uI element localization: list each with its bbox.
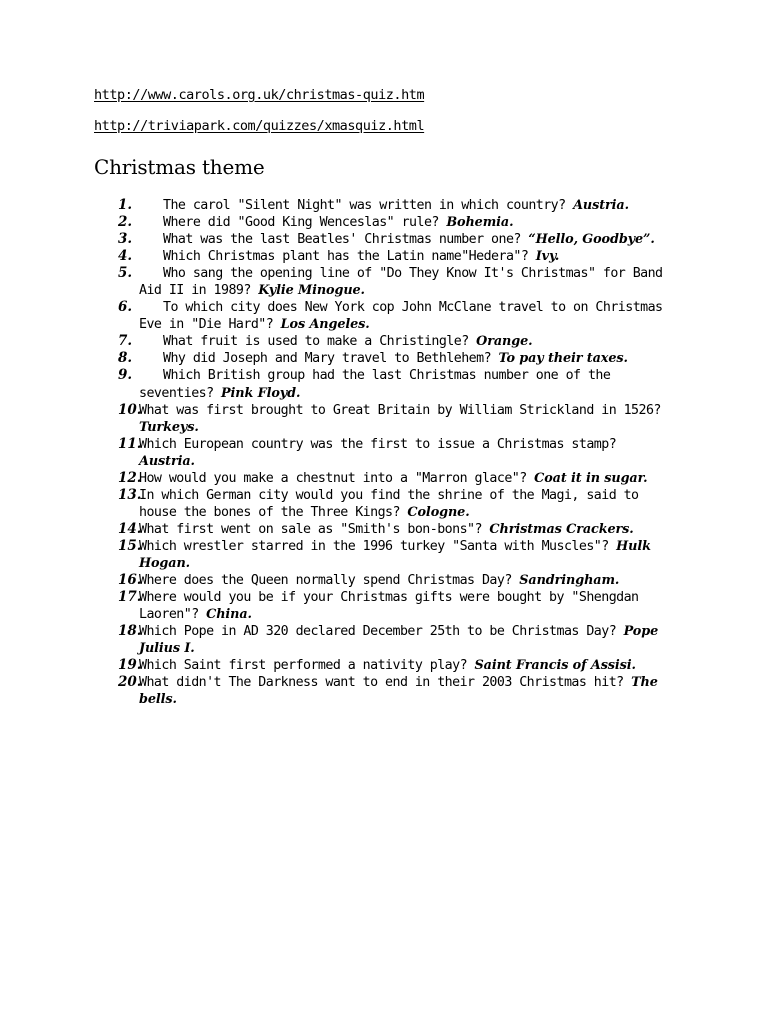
question-answer: Sandringham. <box>519 573 620 589</box>
question-number: 17. <box>118 589 142 606</box>
question-text: Who sang the opening line of "Do They Know It's Christmas" for Band Aid II in 1989? <box>139 266 663 299</box>
question-answer: Austria. <box>573 198 629 213</box>
question-answer: Hulk Hogan. <box>139 538 651 571</box>
question-text: Which Christmas plant has the Latin name"Hedera"? <box>163 249 536 265</box>
question-number: 6. <box>118 299 133 316</box>
question-answer: Saint Francis of Assisi. <box>474 658 636 674</box>
quiz-question <box>118 265 678 299</box>
quiz-question <box>118 350 678 367</box>
quiz-question <box>118 521 678 538</box>
quiz-question <box>118 657 678 674</box>
question-answer: Coat it in sugar. <box>534 470 648 486</box>
quiz-question <box>118 214 678 231</box>
quiz-question <box>118 299 678 333</box>
carols-quiz-link[interactable]: http://www.carols.org.uk/christmas-quiz.htm <box>94 87 425 103</box>
quiz-question <box>118 470 678 487</box>
question-number: 5. <box>118 265 133 282</box>
question-number: 20. <box>118 674 142 691</box>
question-answer: To pay their taxes. <box>498 351 628 367</box>
question-answer: Ivy. <box>535 249 560 265</box>
question-text: Which European country was the first to issue a Christmas stamp? <box>139 436 617 452</box>
question-number: 7. <box>118 333 133 350</box>
question-answer: The bells. <box>139 675 658 708</box>
question-text: In which German city would you find the shrine of the Magi, said to house the bones of the Three Kings? <box>139 487 639 520</box>
quiz-question <box>118 333 678 350</box>
question-number: 8. <box>118 350 133 367</box>
question-number: 19. <box>118 657 142 674</box>
question-answer: “Hello, Goodbye”. <box>528 232 655 248</box>
quiz-question <box>118 674 678 708</box>
question-text: Where would you be if your Christmas gifts were bought by "Shengdan Laoren"? <box>139 590 639 623</box>
quiz-question <box>118 436 678 470</box>
question-number: 12. <box>118 469 142 486</box>
quiz-question <box>118 589 678 623</box>
quiz-question <box>118 197 678 214</box>
question-text: Which Saint first performed a nativity play? <box>139 658 475 674</box>
question-answer: Christmas Crackers. <box>489 521 634 537</box>
question-answer: Austria. <box>139 453 195 469</box>
question-number: 4. <box>118 248 133 265</box>
section-title: Christmas theme <box>94 155 265 179</box>
question-text: How would you make a chestnut into a "Marron glace"? <box>139 470 535 486</box>
quiz-question <box>118 572 678 589</box>
question-number: 1. <box>118 197 133 213</box>
quiz-question <box>118 402 678 436</box>
question-number: 9. <box>118 367 133 384</box>
quiz-question <box>118 487 678 521</box>
quiz-list <box>118 197 678 708</box>
question-answer: Los Angeles. <box>280 317 370 333</box>
question-text: Why did Joseph and Mary travel to Bethlehem? <box>163 351 499 367</box>
triviapark-quiz-link[interactable]: http://triviapark.com/quizzes/xmasquiz.html <box>94 118 425 134</box>
question-answer: China. <box>206 607 252 623</box>
question-answer: Turkeys. <box>139 419 199 435</box>
question-text: What was the last Beatles' Christmas number one? <box>163 232 529 248</box>
question-number: 15. <box>118 537 142 554</box>
question-number: 3. <box>118 231 133 248</box>
question-answer: Kylie Minogue. <box>258 283 365 299</box>
question-text: Where does the Queen normally spend Christmas Day? <box>139 573 520 589</box>
question-number: 18. <box>118 623 142 640</box>
quiz-question <box>118 623 678 657</box>
question-text: What fruit is used to make a Christingle? <box>163 334 477 350</box>
question-text: Which British group had the last Christmas number one of the seventies? <box>139 368 611 401</box>
question-text: Which wrestler starred in the 1996 turkey "Santa with Muscles"? <box>139 538 617 554</box>
question-text: To which city does New York cop John McClane travel to on Christmas Eve in "Die Hard"? <box>139 300 663 333</box>
question-text: Which Pope in AD 320 declared December 25th to be Christmas Day? <box>139 624 624 640</box>
question-number: 2. <box>118 214 133 231</box>
question-answer: Pink Floyd. <box>221 385 301 401</box>
question-text: What was first brought to Great Britain by William Strickland in 1526? <box>139 402 661 418</box>
question-number: 14. <box>118 520 142 537</box>
question-text: The carol "Silent Night" was written in which country? <box>163 198 574 213</box>
question-number: 11. <box>118 435 142 452</box>
question-text: What first went on sale as "Smith's bon-bons"? <box>139 521 490 537</box>
question-answer: Orange. <box>476 334 533 350</box>
question-number: 13. <box>118 486 142 503</box>
quiz-question <box>118 231 678 248</box>
question-answer: Pope Julius I. <box>139 624 659 657</box>
question-answer: Bohemia. <box>446 215 514 231</box>
quiz-question <box>118 248 678 265</box>
quiz-question <box>118 367 678 401</box>
question-answer: Cologne. <box>407 504 470 520</box>
question-text: Where did "Good King Wenceslas" rule? <box>163 215 447 231</box>
question-number: 10. <box>118 401 142 418</box>
question-number: 16. <box>118 572 142 589</box>
quiz-question <box>118 538 678 572</box>
question-text: What didn't The Darkness want to end in their 2003 Christmas hit? <box>139 675 632 691</box>
